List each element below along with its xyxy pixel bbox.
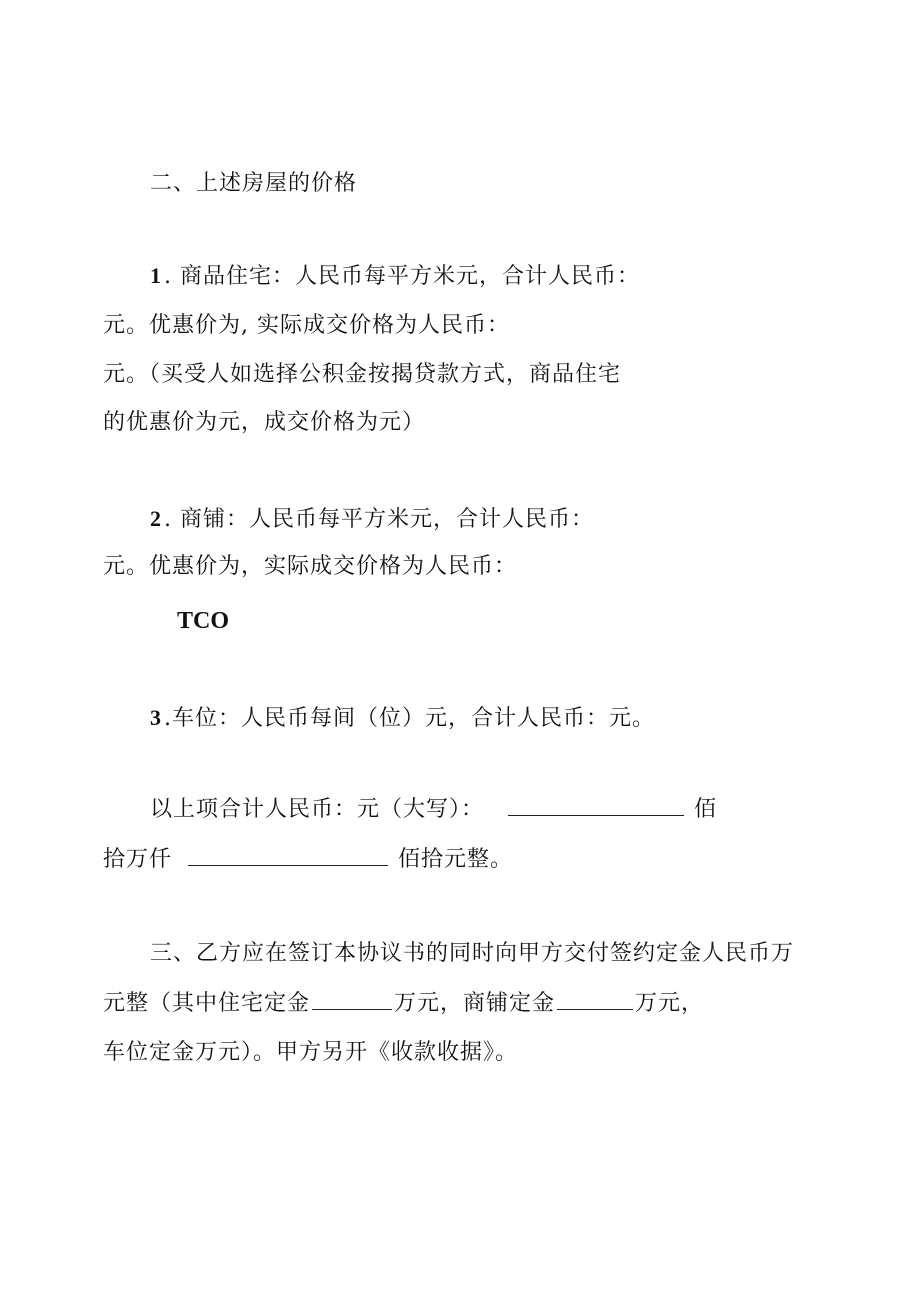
section3-text-2c: 万元， — [635, 991, 705, 1016]
item3-line1 — [150, 704, 655, 733]
item3-text-1: .车位：人民币每间（位）元，合计人民币：元。 — [164, 706, 655, 731]
item3-number: 3 — [150, 705, 162, 730]
item1-line2: 元。优惠价为, 实际成交价格为人民币： — [103, 313, 510, 338]
item1-text-1: . 商品住宅：人民币每平方米元，合计人民币： — [164, 264, 640, 289]
item1-number: 1 — [150, 263, 162, 288]
section3-text-2a: 元整（其中住宅定金 — [103, 991, 311, 1016]
total-text-1b: 佰 — [694, 797, 718, 822]
item2-text-1: . 商铺：人民币每平方米元，合计人民币： — [164, 507, 594, 532]
total-text-1a: 以上项合计人民币：元（大写）： — [150, 797, 485, 822]
total-text-2b: 佰拾元整。 — [398, 847, 514, 872]
item2-number: 2 — [150, 506, 162, 531]
section3-line3: 车位定金万元）。甲方另开《收款收据》。 — [103, 1040, 519, 1065]
section3-text-2b: 万元，商铺定金 — [394, 991, 556, 1016]
total-line2 — [103, 845, 513, 874]
total-text-2a: 拾万仟 — [103, 847, 173, 872]
section3-line1: 三、乙方应在签订本协议书的同时向甲方交付签约定金人民币万 — [150, 941, 795, 966]
section3-line2 — [103, 989, 704, 1018]
residential-deposit-blank[interactable] — [312, 989, 392, 1010]
item1-line3: 元。（买受人如选择公积金按揭贷款方式，商品住宅 — [103, 362, 622, 387]
item2-line1 — [150, 505, 594, 534]
total-line1 — [150, 795, 717, 824]
item1-line1 — [150, 262, 640, 291]
shop-deposit-blank[interactable] — [557, 989, 633, 1010]
item2-line3: TCO — [177, 608, 230, 634]
section2-title: 二、上述房屋的价格 — [150, 171, 358, 196]
item1-line4: 的优惠价为元，成交价格为元） — [103, 410, 426, 435]
total-blank-1[interactable] — [508, 795, 684, 816]
total-blank-2[interactable] — [188, 845, 388, 866]
item2-line2: 元。优惠价为，实际成交价格为人民币： — [103, 554, 518, 579]
